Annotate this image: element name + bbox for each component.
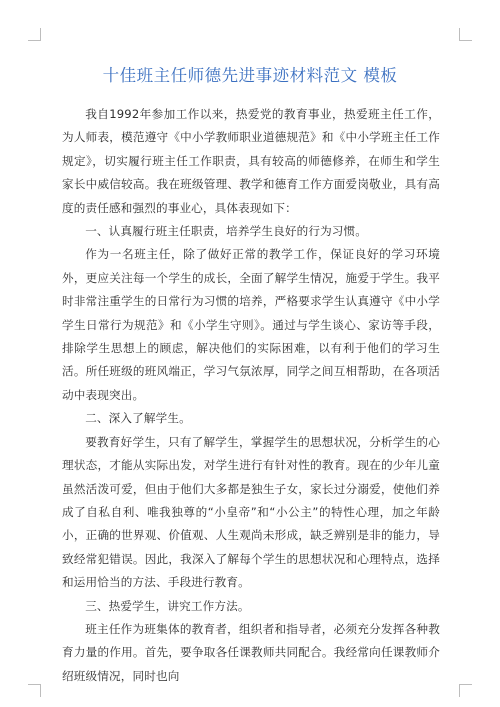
document-title: 十佳班主任师德先进事迹材料范文 模板 <box>102 66 398 85</box>
section-heading-2: 二、深入了解学生。 <box>85 411 191 426</box>
paragraph-intro: 我自1992年参加工作以来，热爱党的教育事业，热爱班主任工作，为人师表，模范遵守《中小学教师职业道德规范》和《中小学班主任工作规定》，切实履行班主任工作职责，具有较高的师德修养，在师生和学生家长中威信较高。我在班级管理、教学和德育工作方面爱岗敬业，具有高度的责任感和强烈的事业心，具体表现如下： <box>62 107 440 215</box>
crop-mark-top-right <box>459 28 472 41</box>
document-body <box>62 103 440 688</box>
crop-mark-bottom-left <box>28 684 41 697</box>
paragraph-section-2: 要教育好学生，只有了解学生，掌握学生的思想状况，分析学生的心理状态，才能从实际出发，对学生进行有针对性的教育。现在的少年儿童虽然活泼可爱，但由于他们大多都是独生子女，家长过分溺爱，使他们养成了自私自利、唯我独尊的“小皇帝”和“小公主”的特性心理，加之年龄小，正确的世界观、价值观、人生观尚未形成，缺乏辨别是非的能力，导致经常犯错误。因此，我深入了解每个学生的思想状况和心理特点，选择和运用恰当的方法、手段进行教育。 <box>62 434 440 590</box>
paragraph-section-1: 作为一名班主任，除了做好正常的教学工作，保证良好的学习环境外，更应关注每一个学生的成长，全面了解学生情况，施爱于学生。我平时非常注重学生的日常行为习惯的培养，严格要求学生认真遵守《中小学学生日常行为规范》和《小学生守则》。通过与学生谈心、家访等手段，排除学生思想上的顾虑，解决他们的实际困难，以有利于他们的学习生活。所任班级的班风端正，学习气氛浓厚，同学之间互相帮助，在各项活动中表现突出。 <box>62 247 440 402</box>
crop-mark-top-left <box>28 28 41 41</box>
section-heading-3: 三、热爱学生，讲究工作方法。 <box>85 598 250 613</box>
crop-mark-bottom-right <box>459 684 472 697</box>
section-heading-1: 一、认真履行班主任职责，培养学生良好的行为习惯。 <box>85 224 368 239</box>
paragraph-section-3: 班主任作为班集体的教育者，组织者和指导者，必须充分发挥各种教育力量的作用。首先，要争取各任课教师共同配合。我经常向任课教师介绍班级情况，同时也向 <box>62 621 440 683</box>
